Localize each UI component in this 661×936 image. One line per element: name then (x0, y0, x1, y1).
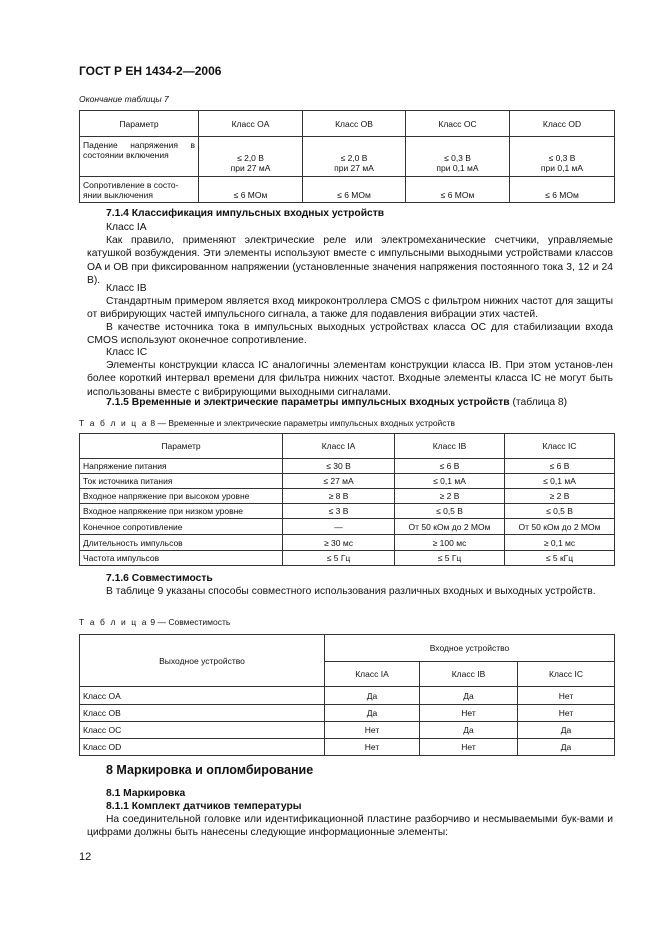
table-row (80, 739, 615, 756)
table8-cell: ≤ 27 мА (283, 474, 395, 489)
table9-cell: Класс OA (80, 687, 325, 705)
table7-header-cell: Класс OA (199, 111, 303, 137)
table9-cell: Нет (420, 705, 518, 722)
document-header: ГОСТ Р ЕН 1434-2—2006 (79, 64, 222, 78)
table8-cell: ≤ 0,1 мА (505, 474, 615, 489)
table7-value: ≤ 0,3 В (444, 153, 471, 163)
table9-header-cell: Класс IA (325, 662, 420, 687)
table7-value: ≤ 6 МОм (406, 177, 510, 203)
table-row (80, 722, 615, 739)
section-heading-7-1-6: 7.1.6 Совместимость (106, 573, 213, 584)
table9-cell: Нет (518, 705, 615, 722)
table7-value-condition: при 27 мА (334, 163, 374, 173)
table7-value: ≤ 0,3 В (548, 153, 576, 163)
table8 (79, 433, 615, 566)
table8-header-cell: Класс IA (283, 434, 395, 459)
table8-cell: ≥ 8 В (283, 489, 395, 504)
table9-cell: Нет (325, 739, 420, 756)
table7-value-condition: при 27 мА (230, 163, 271, 173)
section-heading-7-1-5-bold: 7.1.5 Временные и электрические параметры импульсных входных устройств (106, 397, 510, 408)
table8-cell: ≥ 2 В (395, 489, 505, 504)
table9-cell: Класс OB (80, 705, 325, 722)
table7-header-cell: Класс OB (303, 111, 406, 137)
table8-header-row (80, 434, 615, 459)
table8-cell: ≤ 3 В (283, 504, 395, 519)
table8-cell: ≤ 0,5 В (505, 504, 615, 519)
class-ic-label: Класс IC (106, 347, 148, 358)
table8-cell: Частота импульсов (80, 551, 283, 566)
table9-header-cell: Входное устройство (325, 635, 615, 662)
table8-cell: ≤ 0,1 мА (395, 474, 505, 489)
table9-cell: Да (325, 705, 420, 722)
table8-cell: Входное напряжение при низком уровне (80, 504, 283, 519)
table9-header-row (80, 635, 615, 662)
section-heading-8-1-1: 8.1.1 Комплект датчиков температуры (106, 801, 302, 812)
table8-cell: ≥ 2 В (505, 489, 615, 504)
marking-paragraph: На соединительной головке или идентификационной пластине разборчиво и несмываемыми бук-вами и цифрами должны быть нанесены следующие информационные элементы: (87, 814, 613, 839)
table8-header-cell: Класс IC (505, 434, 615, 459)
table-row (80, 177, 615, 203)
table8-cell: От 50 кОм до 2 МОм (395, 519, 505, 535)
table8-cell: ≤ 30 В (283, 459, 395, 474)
table8-cell: ≤ 6 В (395, 459, 505, 474)
table7-param-cell: Падение напряжения в состоянии включения (80, 137, 199, 177)
table-row (80, 137, 615, 177)
table8-header-cell: Параметр (80, 434, 283, 459)
table8-cell: ≤ 5 Гц (395, 551, 505, 566)
table8-caption-label: Т а б л и ц а (79, 418, 149, 428)
table8-cell: ≤ 0,5 В (395, 504, 505, 519)
table7-header-cell: Параметр (80, 111, 199, 137)
table8-cell: ≥ 0,1 мс (505, 535, 615, 551)
table7 (79, 110, 615, 203)
table9-caption-text: 9 — Совместимость (148, 617, 231, 627)
table8-cell: — (283, 519, 395, 535)
table9-cell: Да (518, 722, 615, 739)
table-row (80, 519, 615, 535)
section-heading-8: 8 Маркировка и опломбирование (106, 763, 314, 777)
table8-cell: ≤ 5 кГц (505, 551, 615, 566)
table8-cell: ≤ 5 Гц (283, 551, 395, 566)
table7-value-condition: при 0,1 мА (540, 163, 584, 173)
table9-cell: Да (518, 739, 615, 756)
table-row (80, 705, 615, 722)
table7-caption: Окончание таблицы 7 (79, 94, 169, 104)
section-heading-7-1-5-tail: (таблица 8) (509, 397, 568, 408)
table7-header-cell: Класс OC (406, 111, 510, 137)
table-row (80, 535, 615, 551)
class-ib-paragraph-2: В качестве источника тока в импульсных выходных устройствах класса OC для стабилизации входа CMOS используют оконечное сопротивление. (87, 322, 613, 347)
table7-value-condition: при 0,1 мА (436, 163, 479, 173)
table-row (80, 474, 615, 489)
table8-cell: Входное напряжение при высоком уровне (80, 489, 283, 504)
table9-cell: Класс OC (80, 722, 325, 739)
class-ib-label: Класс IB (106, 283, 147, 294)
table8-cell: ≥ 100 мс (395, 535, 505, 551)
table9-cell: Да (420, 722, 518, 739)
table7-value: ≤ 6 МОм (303, 177, 406, 203)
table8-caption-text: 8 — Временные и электрические параметры импульсных входных устройств (148, 418, 455, 428)
table9-cell: Да (325, 687, 420, 705)
table7-value: ≤ 2,0 В (237, 153, 264, 163)
compatibility-paragraph: В таблице 9 указаны способы совместного использования различных входных и выходных устройств. (106, 586, 596, 597)
table9-cell: Нет (420, 739, 518, 756)
table-row (80, 551, 615, 566)
table-row (80, 459, 615, 474)
table8-cell: Напряжение питания (80, 459, 283, 474)
table9-cell: Класс OD (80, 739, 325, 756)
table8-cell: Ток источника питания (80, 474, 283, 489)
class-ia-paragraph: Как правило, применяют электрические реле или электромеханические счетчики, управляемые катушкой возбуждения. Эти элементы используют вместе с импульсными выходными устройствами классов OA и OB при фиксированном напряжении (установленные значения напряжения постоянного тока 3, 12 и 24 В). (87, 235, 613, 287)
section-heading-8-1: 8.1 Маркировка (106, 788, 186, 799)
table9-header-cell: Выходное устройство (80, 635, 325, 687)
table9-header-cell: Класс IB (420, 662, 518, 687)
table8-cell: Конечное сопротивление (80, 519, 283, 535)
table8-caption (79, 418, 455, 428)
table7-param-cell: Сопротивление в состо-янии выключения (80, 177, 199, 203)
table7-value: ≤ 6 МОм (199, 177, 303, 203)
table7-header-cell: Класс OD (510, 111, 615, 137)
table9-header-cell: Класс IC (518, 662, 615, 687)
table-row (80, 489, 615, 504)
class-ia-label: Класс IA (106, 222, 147, 233)
section-heading-7-1-5 (87, 396, 613, 409)
section-heading-7-1-4: 7.1.4 Классификация импульсных входных устройств (106, 208, 385, 219)
table9 (79, 634, 615, 756)
table7-value: ≤ 2,0 В (340, 153, 368, 163)
table9-cell: Нет (325, 722, 420, 739)
table8-cell: От 50 кОм до 2 МОм (505, 519, 615, 535)
table8-header-cell: Класс IB (395, 434, 505, 459)
class-ic-paragraph: Элементы конструкции класса IC аналогичны элементам конструкции класса IB. При этом установ-лен более короткий интервал времени для фильтра нижних частот. Входные элементы класса IC не могут быть использованы вместе с вибрирующими выходными сигналами. (87, 360, 613, 398)
table8-cell: ≤ 6 В (505, 459, 615, 474)
table-row (80, 687, 615, 705)
table9-cell: Да (420, 687, 518, 705)
table9-cell: Нет (518, 687, 615, 705)
class-ib-paragraph: Стандартным примером является вход микроконтроллера CMOS с фильтром нижних частот для защиты от вибрирующих частей импульсного сигнала, а также для подавления вибрации этих частей. (87, 296, 613, 321)
table9-caption (79, 617, 230, 627)
table8-cell: ≥ 30 мс (283, 535, 395, 551)
table8-cell: Длительность импульсов (80, 535, 283, 551)
table-row (80, 504, 615, 519)
page-number: 12 (79, 851, 92, 863)
table9-caption-label: Т а б л и ц а (79, 617, 149, 627)
table7-header-row (80, 111, 615, 137)
table7-value: ≤ 6 МОм (510, 177, 615, 203)
